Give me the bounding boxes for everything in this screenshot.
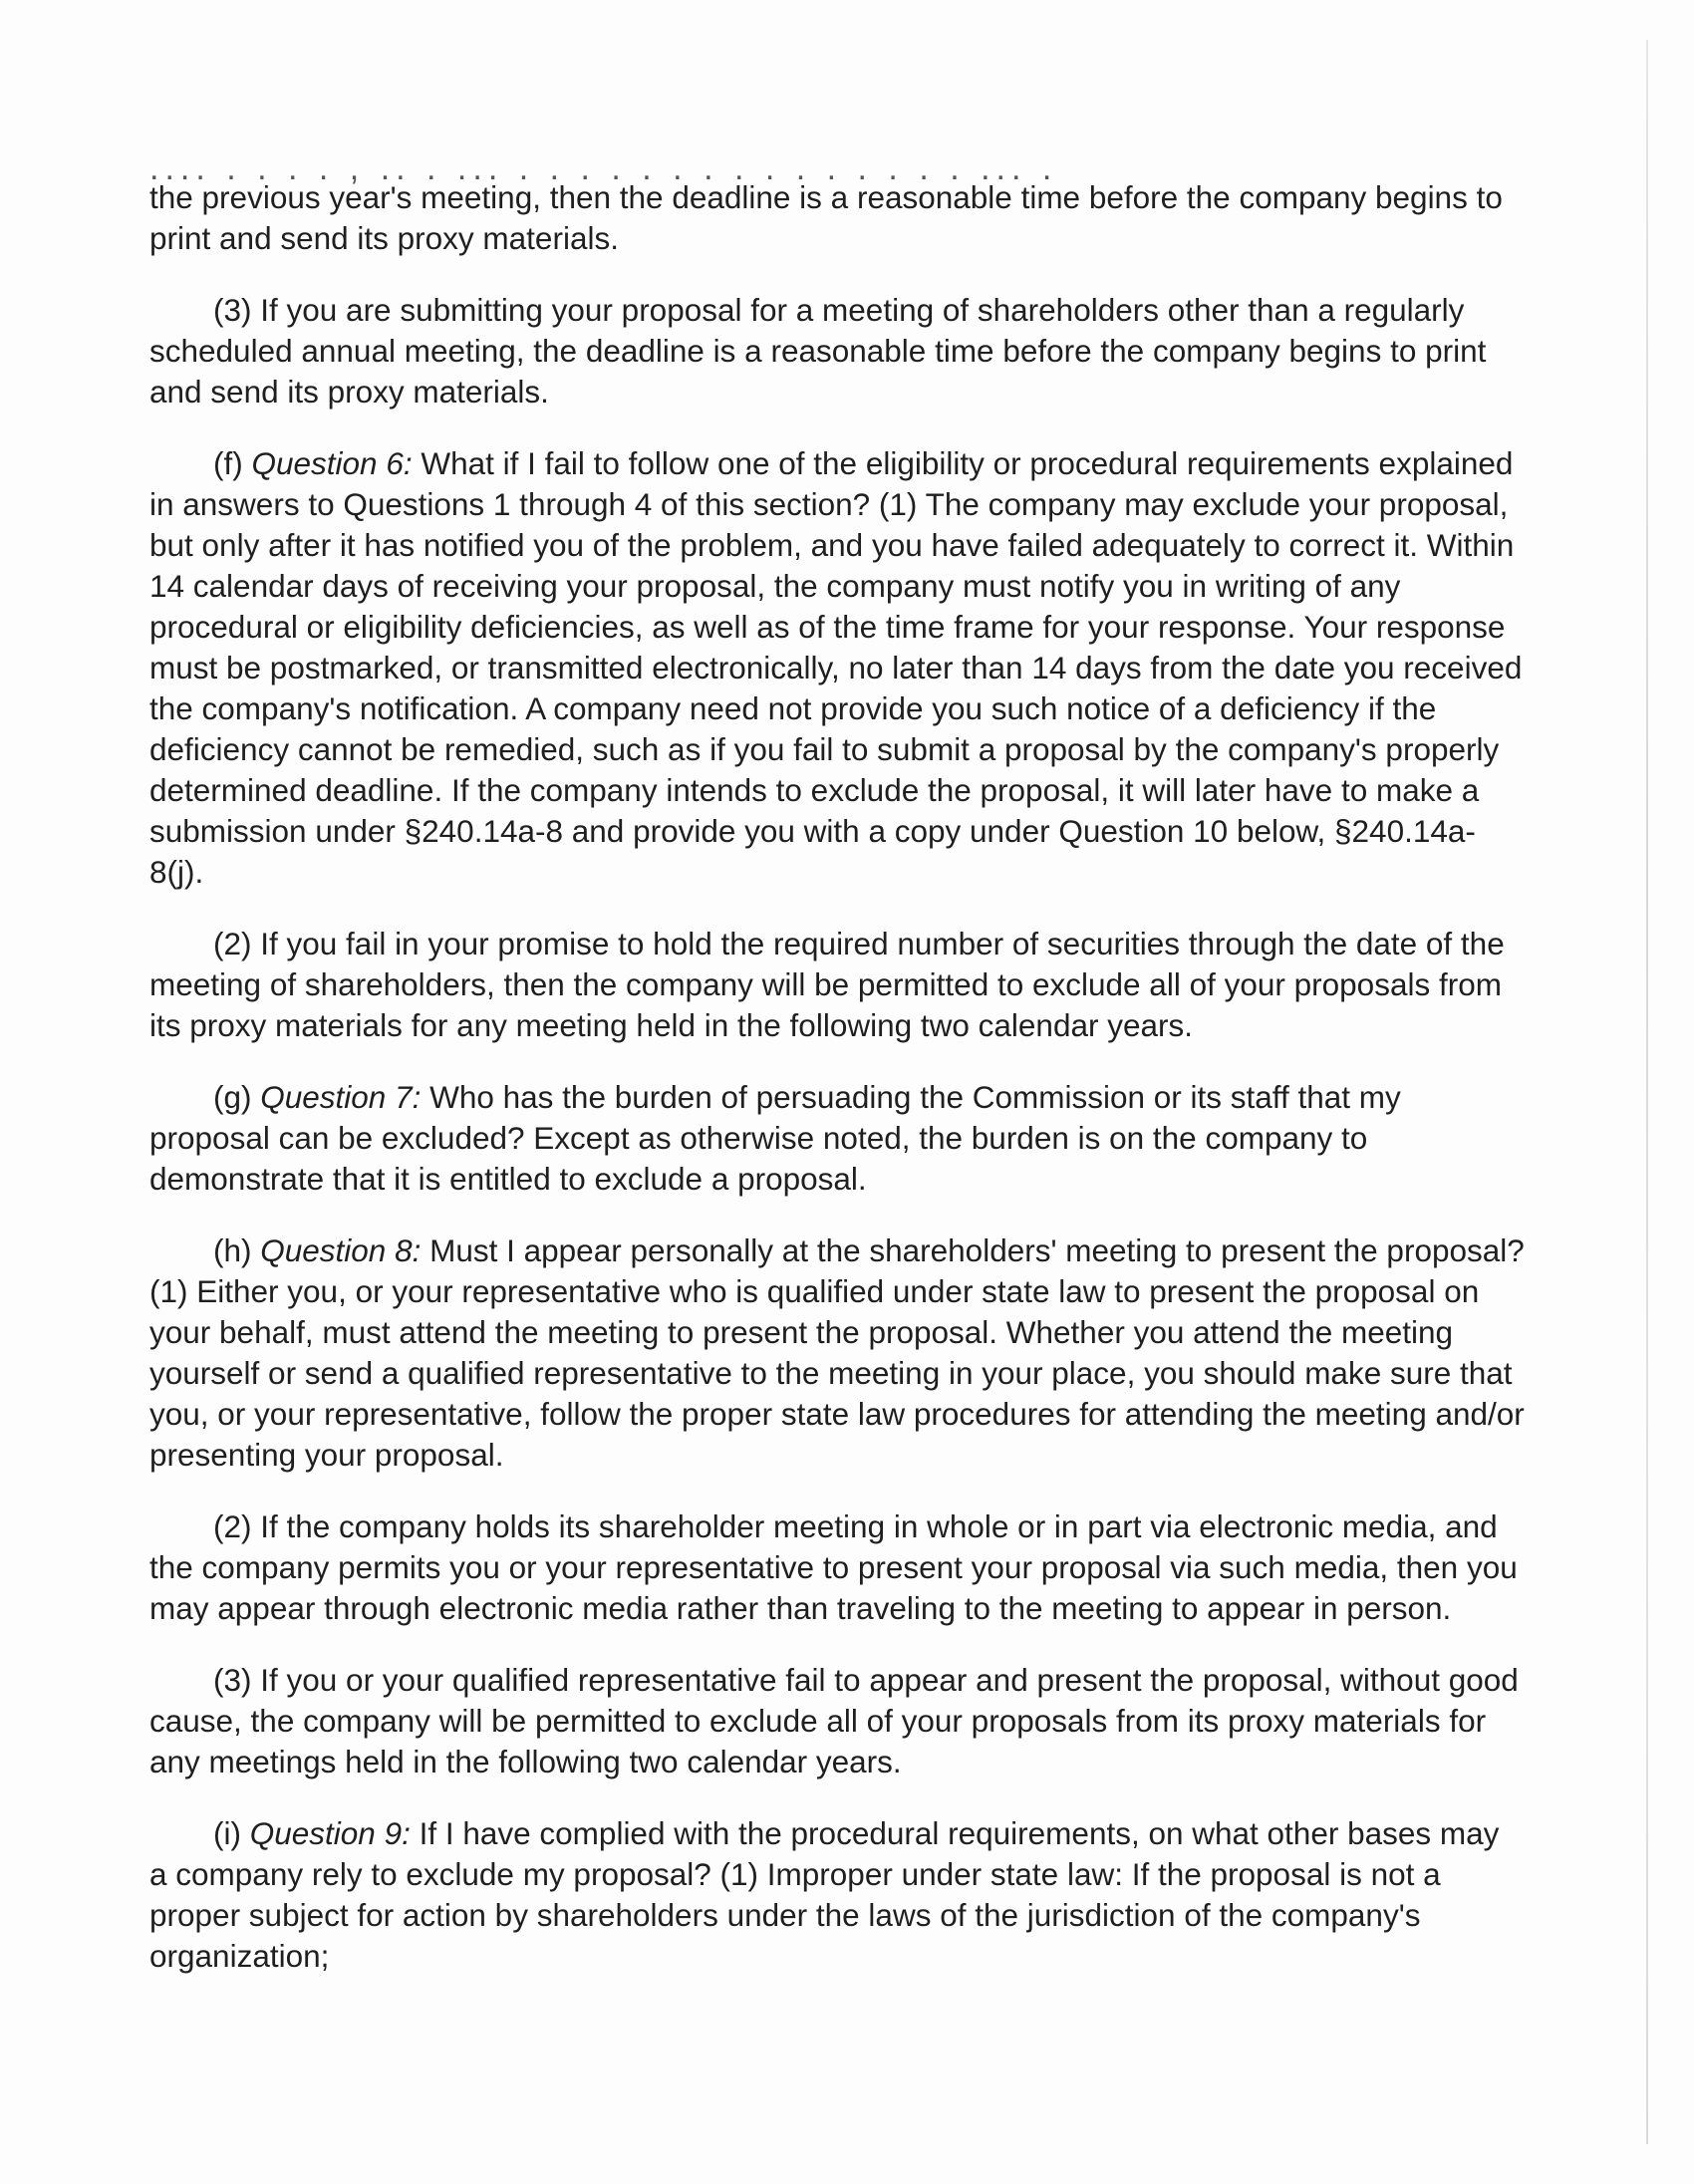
- question-label: Question 8:: [260, 1232, 422, 1268]
- question-label: Question 7:: [260, 1079, 422, 1115]
- paragraph-question-7: (g) Question 7: Who has the burden of persuading the Commission or its staff that my proposal can be excluded? Except as otherwise noted, the burden is on the company to demonstrate that it is entitled to exclude a proposal.: [149, 1079, 1401, 1197]
- page-edge-shadow: [1646, 40, 1648, 2144]
- paragraph-deadline-continuation: the previous year's meeting, then the deadline is a reasonable time before the company begins to print and send its proxy materials.: [149, 179, 1503, 256]
- document-body: [149, 177, 1525, 2008]
- paragraph-question-8: (h) Question 8: Must I appear personally at the shareholders' meeting to present the proposal? (1) Either you, or your representative who is qualified under state law to present the proposal on your behalf, must attend the meeting to present the proposal. Whether you attend the meeting yourself or send a qualified representative to the meeting in your place, you should make sure that you, or your representative, follow the proper state law procedures for attending the meeting and/or presenting your proposal.: [149, 1232, 1525, 1473]
- paragraph-question-9: (i) Question 9: If I have complied with the procedural requirements, on what other bases may a company rely to exclude my proposal? (1) Improper under state law: If the proposal is not a proper subject for action by shareholders under the laws of the jurisdiction of the company's organization;: [149, 1815, 1500, 1974]
- question-label: Question 9:: [249, 1815, 411, 1851]
- cut-off-text-line: .... . . . . , .. . ... . . . . . . . . . . . . . . . ... .: [149, 149, 1058, 187]
- paragraph-question-6: (f) Question 6: What if I fail to follow one of the eligibility or procedural requirements explained in answers to Questions 1 through 4 of this section? (1) The company may exclude your proposal, but only after it has notified you of the problem, and you have failed adequately to correct it. Within 14 calendar days of receiving your proposal, the company must notify you in writing of any procedural or eligibility deficiencies, as well as of the time frame for your response. Your response must be postmarked, or transmitted electronically, no later than 14 days from the date you received the company's notification. A company need not provide you such notice of a deficiency if the deficiency cannot be remedied, such as if you fail to submit a proposal by the company's properly determined deadline. If the company intends to exclude the proposal, it will later have to make a submission under §240.14a-8 and provide you with a copy under Question 10 below, §240.14a-8(j).: [149, 445, 1523, 890]
- question-label: Question 6:: [251, 445, 413, 481]
- paragraph-special-meeting-deadline: (3) If you are submitting your proposal for a meeting of shareholders other than a regularly scheduled annual meeting, the deadline is a reasonable time before the company begins to print and send its proxy materials.: [149, 292, 1487, 410]
- paragraph-electronic-media: (2) If the company holds its shareholder meeting in whole or in part via electronic media, and the company permits you or your representative to present your proposal via such media, then you may appear through electronic media rather than traveling to the meeting to appear in person.: [149, 1508, 1518, 1626]
- paragraph-hold-securities: (2) If you fail in your promise to hold the required number of securities through the date of the meeting of shareholders, then the company will be permitted to exclude all of your proposals from its proxy materials for any meeting held in the following two calendar years.: [149, 926, 1505, 1043]
- paragraph-fail-to-appear: (3) If you or your qualified representative fail to appear and present the proposal, without good cause, the company will be permitted to exclude all of your proposals from its proxy materials for any meetings held in the following two calendar years.: [149, 1662, 1519, 1779]
